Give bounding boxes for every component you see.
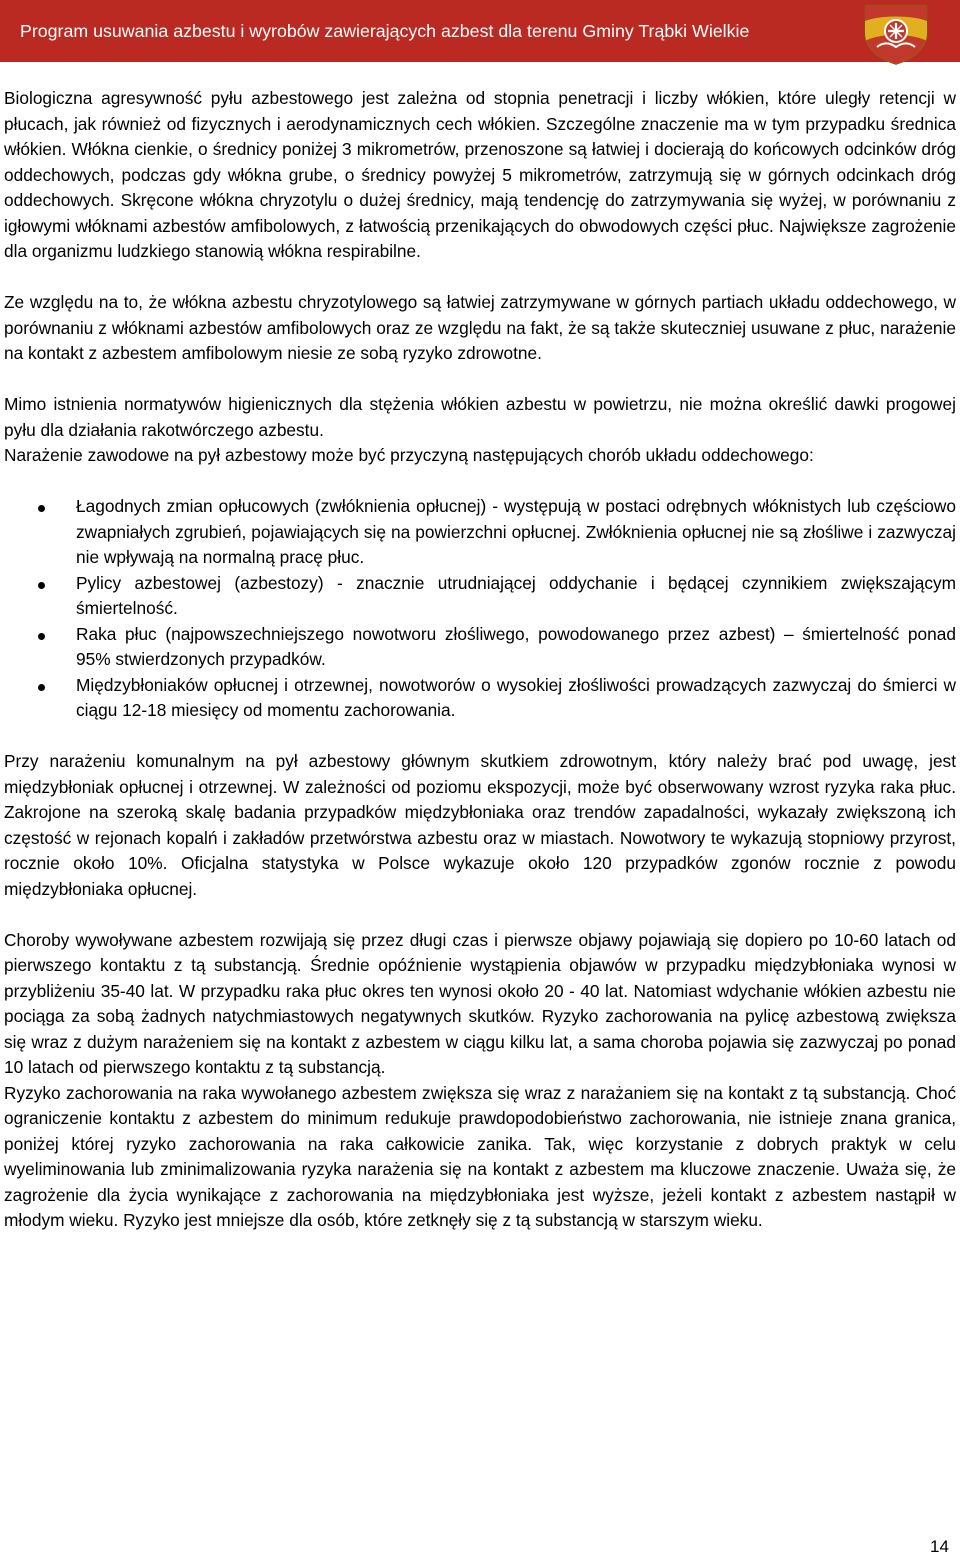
list-item-text: Raka płuc (najpowszechniejszego nowotworu złośliwego, powodowanego przez azbest) – śmiertelność ponad 95% stwierdzonych przypadków. <box>76 623 956 669</box>
bullet-icon <box>38 582 45 589</box>
paragraph-disease-latency: Choroby wywoływane azbestem rozwijają się przez długi czas i pierwsze objawy pojawiają się dopiero po 10-60 latach od pierwszego kontaktu z tą substancją. Średnie opóźnienie wystąpienia objawów w przypadku międzybłoniaka wynosi w przybliżeniu 35-40 lat. W przypadku raka płuc okres ten wynosi około 20 - 40 lat. Natomiast wdychanie włókien azbestu nie pociąga za sobą żadnych natychmiastowych negatywnych skutków. Ryzyko zachorowania na pylicę azbestową zwiększa się wraz z dużym narażeniem się na kontakt z azbestem w ciągu kilku lat, a sama choroba pojawia się zazwyczaj po ponad 10 latach od pierwszego kontaktu z tą substancją. <box>4 929 956 1077</box>
list-item <box>4 622 956 673</box>
bullet-icon <box>38 505 45 512</box>
page-number: 14 <box>930 1537 949 1556</box>
paragraph-chrysotile: Ze względu na to, że włókna azbestu chryzotylowego są łatwiej zatrzymywane w górnych partiach układu oddechowego, w porównaniu z włóknami azbestów amfibolowych oraz ze względu na fakt, że są także skuteczniej usuwane z płuc, narażenie na kontakt z azbestem amfibolowym niesie ze sobą ryzyko zdrowotne. <box>4 292 956 363</box>
list-item-text: Międzybłoniaków opłucnej i otrzewnej, nowotworów o wysokiej złośliwości prowadzących zazwyczaj do śmierci w ciągu 12-18 miesięcy od momentu zachorowania. <box>76 674 956 720</box>
page-header <box>0 0 960 62</box>
list-item-text: Pylicy azbestowej (azbestozy) - znacznie utrudniającej oddychanie i będącej czynnikiem zwiększającym śmiertelność. <box>76 572 956 618</box>
paragraph-fiber-aggression: Biologiczna agresywność pyłu azbestowego jest zależna od stopnia penetracji i liczby włókien, które uległy retencji w płucach, jak również od fizycznych i aerodynamicznych cech włókien. Szczególne znaczenie ma w tym przypadku średnica włókien. Włókna cienkie, o średnicy poniżej 3 mikrometrów, przenoszone są łatwiej i docierają do końcowych odcinków dróg oddechowych, podczas gdy włókna grube, o średnicy powyżej 5 mikrometrów, zatrzymują się w górnych odcinkach dróg oddechowych. Skręcone włókna chryzotylu o dużej średnicy, mają tendencję do zatrzymywania się wyżej, w porównaniu z igłowymi włóknami azbestów amfibolowych, z łatwością przenikających do obwodowych części płuc. Największe zagrożenie dla organizmu ludzkiego stanowią włókna respirabilne. <box>4 88 956 261</box>
diseases-list <box>4 494 956 724</box>
paragraph-communal-exposure: Przy narażeniu komunalnym na pył azbestowy głównym skutkiem zdrowotnym, który należy brać pod uwagę, jest międzybłoniak opłucnej i otrzewnej. W zależności od poziomu ekspozycji, może być obserwowany wzrost ryzyka raka płuc. Zakrojone na szeroką skalę badania przypadków międzybłoniaka oraz trendów zapadalności, wykazały zwiększoną ich częstość w rejonach kopalń i zakładów przetwórstwa azbestu oraz w miastach. Nowotwory te wykazują stopniowy przyrost, rocznie około 10%. Oficjalna statystyka w Polsce wykazuje około 120 przypadków zgonów rocznie z powodu międzybłoniaka opłucnej. <box>4 751 956 899</box>
paragraph-normatives: Mimo istnienia normatywów higienicznych dla stężenia włókien azbestu w powietrzu, nie można określić dawki progowej pyłu dla działania rakotwórczego azbestu. <box>4 394 956 440</box>
paragraph-occupational-exposure: Narażenie zawodowe na pył azbestowy może być przyczyną następujących chorób układu oddechowego: <box>4 445 814 465</box>
list-item <box>4 571 956 622</box>
bullet-icon <box>38 633 45 640</box>
gmina-coat-of-arms-icon <box>857 1 935 65</box>
header-title: Program usuwania azbestu i wyrobów zawierających azbest dla terenu Gminy Trąbki Wielkie <box>20 21 750 41</box>
document-body <box>4 86 956 1234</box>
list-item <box>4 673 956 724</box>
list-item-text: Łagodnych zmian opłucowych (zwłóknienia opłucnej) - występują w postaci odrębnych włóknistych lub częściowo zwapniałych zgrubień, pojawiających się na powierzchni opłucnej. Zwłóknienia opłucnej nie są złośliwe i zazwyczaj nie wpływają na normalną pracę płuc. <box>76 496 956 567</box>
paragraph-cancer-risk: Ryzyko zachorowania na raka wywołanego azbestem zwiększa się wraz z narażaniem się na kontakt z tą substancją. Choć ograniczenie kontaktu z azbestem do minimum redukuje prawdopodobieństwo zachorowania, nie istnieje znana granica, poniżej której ryzyko zachorowania na raka całkowicie zanika. Tak, więc korzystanie z dobrych praktyk w celu wyeliminowania lub zminimalizowania ryzyka narażenia się na kontakt z azbestem ma kluczowe znaczenie. Uważa się, że zagrożenie dla życia wynikające z zachorowania na międzybłoniaka jest wyższe, jeżeli kontakt z azbestem nastąpił w młodym wieku. Ryzyko jest mniejsze dla osób, które zetknęły się z tą substancją w starszym wieku. <box>4 1082 956 1230</box>
list-item <box>4 494 956 571</box>
bullet-icon <box>38 684 45 691</box>
